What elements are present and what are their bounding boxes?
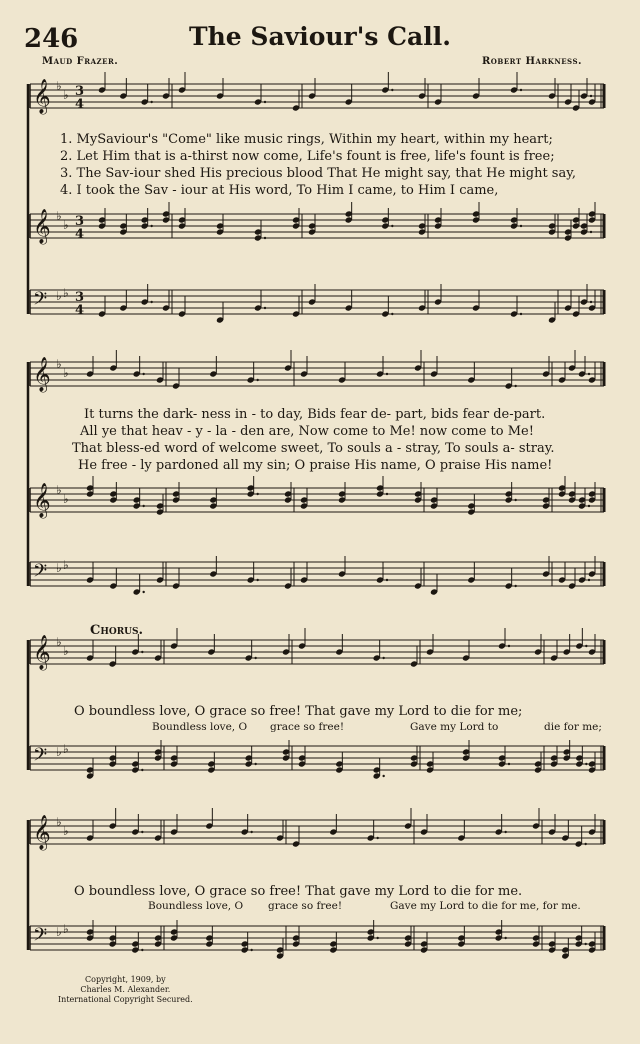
dot — [250, 949, 252, 951]
clef-icon: 𝄢 — [33, 289, 48, 314]
dot — [142, 373, 144, 375]
dot — [588, 505, 590, 507]
dot — [254, 763, 256, 765]
dot — [584, 843, 586, 845]
copyright-notice — [58, 975, 193, 1005]
dot — [256, 579, 258, 581]
dot — [141, 831, 143, 833]
dot — [520, 225, 522, 227]
dot — [264, 237, 266, 239]
dot — [256, 379, 258, 381]
dot — [585, 645, 587, 647]
dot — [142, 505, 144, 507]
dot — [504, 937, 506, 939]
dot — [150, 101, 152, 103]
chorus-line-2: O boundless love, O grace so free! That gave my Lord to die for me. — [74, 884, 523, 899]
dot — [264, 307, 266, 309]
clef-icon: 𝄞 — [33, 815, 51, 850]
verse-2-line-b: All ye that heav - y - la - den are, Now come to Me! now come to Me! — [80, 424, 534, 439]
flat-icon: ♭ — [56, 745, 62, 759]
dot — [391, 313, 393, 315]
dot — [588, 373, 590, 375]
flat-icon: ♭ — [56, 635, 62, 649]
clef-icon: 𝄞 — [33, 209, 51, 244]
dot — [386, 373, 388, 375]
clef-icon: 𝄞 — [33, 483, 51, 518]
flat-icon: ♭ — [63, 824, 69, 838]
dot — [391, 225, 393, 227]
flat-icon: ♭ — [63, 286, 69, 300]
flat-icon: ♭ — [56, 561, 62, 575]
flat-icon: ♭ — [56, 289, 62, 303]
clef-icon: 𝄞 — [33, 357, 51, 392]
time-signature-bottom: 4 — [75, 227, 85, 242]
dot — [382, 657, 384, 659]
dot — [514, 499, 516, 501]
dot — [382, 775, 384, 777]
dot — [141, 651, 143, 653]
flat-icon: ♭ — [63, 492, 69, 506]
flat-icon: ♭ — [63, 742, 69, 756]
dot — [504, 831, 506, 833]
chorus-echo-2c: Gave my Lord to die for me, for me. — [390, 900, 581, 912]
page-number: 246 — [24, 24, 79, 54]
verse-4-line-a: 4. I took the Sav - iour at His word, To Him I came, to Him I came, — [60, 183, 499, 198]
lyricist-credit: Maud Frazer. — [42, 56, 119, 67]
chorus-echo-1c: Gave my Lord to — [410, 721, 499, 733]
chorus-label: Chorus. — [90, 623, 144, 638]
dot — [141, 949, 143, 951]
chorus-echo-1b: grace so free! — [270, 721, 345, 733]
verse-4-line-b: He free - ly pardoned all my sin; O praise His name, O praise His name! — [78, 458, 553, 473]
flat-icon: ♭ — [56, 925, 62, 939]
dot — [376, 837, 378, 839]
time-signature-top: 3 — [75, 84, 85, 99]
copyright-line-2: Charles M. Alexander. — [80, 985, 171, 994]
dot — [254, 657, 256, 659]
chorus-echo-2b: grace so free! — [268, 900, 343, 912]
dot — [150, 225, 152, 227]
dot — [588, 579, 590, 581]
dot — [386, 579, 388, 581]
chorus-echo-2a: Boundless love, O — [148, 900, 244, 912]
verse-3-line-b: That bless-ed word of welcome sweet, To souls a - stray, To souls a- stray. — [72, 441, 555, 456]
flat-icon: ♭ — [56, 815, 62, 829]
verse-3-line-a: 3. The Sav-iour shed His precious blood That He might say, that He might say, — [60, 166, 576, 181]
time-signature-bottom: 4 — [75, 97, 85, 112]
flat-icon: ♭ — [63, 366, 69, 380]
dot — [141, 769, 143, 771]
clef-icon: 𝄢 — [33, 745, 48, 770]
clef-icon: 𝄢 — [33, 561, 48, 586]
dot — [508, 645, 510, 647]
chorus-echo-1d: die for me; — [544, 721, 602, 733]
verse-1-line-a: 1. MySaviour's "Come" like music rings, Within my heart, within my heart; — [60, 132, 553, 147]
flat-icon: ♭ — [63, 922, 69, 936]
copyright-line-3: International Copyright Secured. — [58, 995, 193, 1004]
dot — [386, 493, 388, 495]
flat-icon: ♭ — [63, 558, 69, 572]
dot — [142, 591, 144, 593]
flat-icon: ♭ — [63, 88, 69, 102]
chorus-echo-1a: Boundless love, O — [152, 721, 248, 733]
flat-icon: ♭ — [56, 79, 62, 93]
flat-icon: ♭ — [63, 644, 69, 658]
dot — [590, 301, 592, 303]
dot — [264, 101, 266, 103]
dot — [585, 763, 587, 765]
hymn-title: The Saviour's Call. — [189, 22, 451, 51]
dot — [508, 763, 510, 765]
dot — [590, 95, 592, 97]
dot — [590, 231, 592, 233]
verse-1-line-b: It turns the dark- ness in - to day, Bids fear de- part, bids fear de-part. — [84, 407, 546, 422]
dot — [150, 301, 152, 303]
dot — [584, 943, 586, 945]
flat-icon: ♭ — [56, 483, 62, 497]
verse-2-line-a: 2. Let Him that is a-thirst now come, Life's fount is free, life's fount is free; — [60, 149, 555, 164]
clef-icon: 𝄢 — [33, 925, 48, 950]
flat-icon: ♭ — [63, 218, 69, 232]
copyright-line-1: Copyright, 1909, by — [85, 975, 166, 984]
dot — [256, 493, 258, 495]
clef-icon: 𝄞 — [33, 79, 51, 114]
dot — [514, 385, 516, 387]
flat-icon: ♭ — [56, 209, 62, 223]
clef-icon: 𝄞 — [33, 635, 51, 670]
dot — [520, 313, 522, 315]
flat-icon: ♭ — [56, 357, 62, 371]
dot — [250, 831, 252, 833]
dot — [514, 585, 516, 587]
time-signature-bottom: 4 — [75, 303, 85, 318]
dot — [376, 937, 378, 939]
time-signature-top: 3 — [75, 214, 85, 229]
time-signature-top: 3 — [75, 290, 85, 305]
dot — [520, 89, 522, 91]
composer-credit: Robert Harkness. — [482, 56, 582, 67]
chorus-line-1: O boundless love, O grace so free! That gave my Lord to die for me; — [74, 704, 523, 719]
dot — [391, 89, 393, 91]
